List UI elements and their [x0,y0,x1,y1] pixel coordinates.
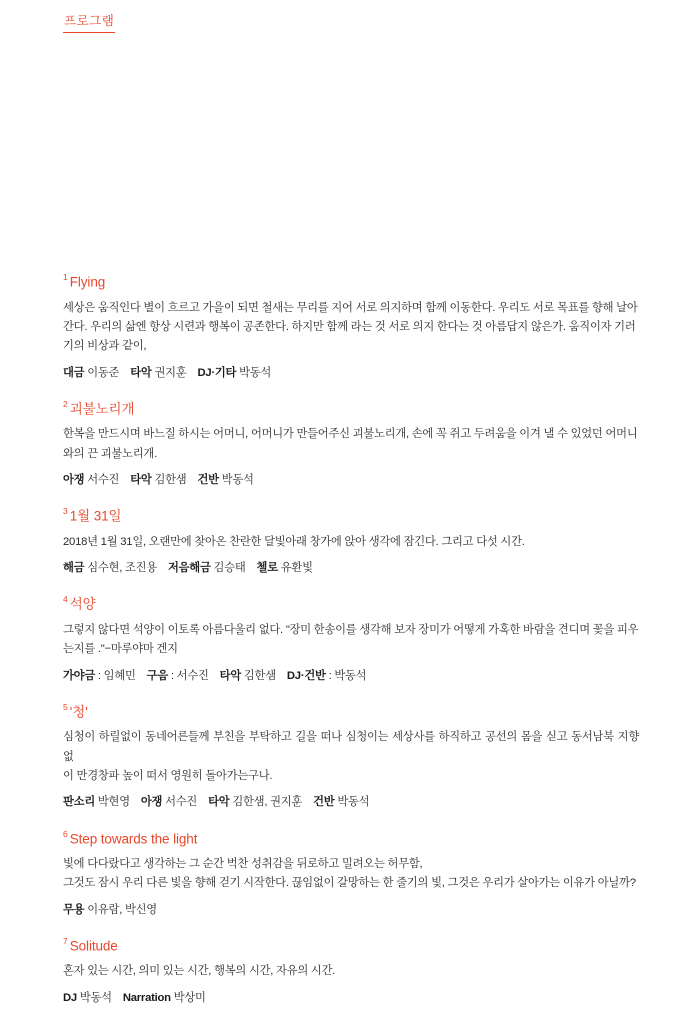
page-header [63,12,115,33]
program-track [63,936,639,1007]
program-track-list [63,272,639,1024]
credit-role: 첼로 [256,562,278,575]
track-title: Step towards the light [69,830,198,846]
credit-role: 건반 [197,474,219,487]
credit-names: 박상미 [173,991,206,1004]
credit-names: 김한샘 [154,474,187,487]
track-title: 괴불노리개 [69,401,135,417]
credit-role: 아쟁 [140,796,163,809]
track-credits [63,471,639,489]
credit-role: 판소리 [63,796,95,809]
track-description-line: 세상은 움직인다 별이 흐르고 가을이 되면 철새는 무리를 지어 서로 의지하며 함께 이동한다. 우리도 서로 목표를 향해 날아 [63,301,638,314]
track-number: 7 [63,935,68,946]
credit-names: : 임혜민 [97,669,136,682]
track-description-line: 심청이 하릴없이 동네어른들께 부친을 부탁하고 길을 떠나 심청이는 세상사를 하직하고 공선의 몸을 싣고 동서남북 지향 없 [63,731,639,763]
credit-item [63,796,130,808]
track-number: 6 [63,828,68,839]
track-description [63,425,639,464]
credit-item [130,474,186,486]
credit-item [208,796,302,808]
track-number: 1 [63,272,68,282]
track-description-line: 간다. 우리의 삶엔 항상 시련과 행복이 공존한다. 하지만 함께 라는 것 서로 의지 한다는 것 아름답지 않은가. 움직이자 기러 [63,320,636,333]
credit-item [63,367,119,379]
track-title-row [63,399,639,419]
credit-names: 박동석 [239,366,272,379]
track-description-line: 한복을 만드시며 바느질 하시는 어머니, 어머니가 만들어주신 괴불노리개, 손에 꼭 쥐고 두려움을 이겨 낼 수 있었던 어머니 [63,428,638,441]
credit-names: 서수진 [165,796,198,809]
credit-names: 이유람, 박신영 [87,903,157,916]
credit-item [63,474,119,486]
program-label: 프로그램 [63,13,115,33]
credit-role: 타악 [208,796,230,809]
credit-item [130,367,186,379]
program-track [63,594,639,684]
credit-role: DJ·건반 [286,669,326,682]
track-title: 석양 [69,596,96,612]
track-description-line: 는지를 ."−마루야마 겐지 [63,643,178,656]
credit-names: 박동석 [79,991,112,1004]
track-description-line: 그렇지 않다면 석양이 이토록 아름다울리 없다. "장미 한송이를 생각해 보자 장미가 어떻게 가혹한 바람을 견디며 꽃을 피우 [63,623,639,636]
track-description-line: 빛에 다다랐다고 생각하는 그 순간 벅찬 성취감을 뒤로하고 밀려오는 허무함, [63,858,423,871]
track-title: Solitude [69,938,118,954]
track-description-line: 그것도 잠시 우리 다른 빛을 향해 걷기 시작한다. 끊임없이 갈망하는 한 줄기의 빛, 그것은 우리가 살아가는 이유가 아닐까? [63,877,636,890]
credit-names: 박동석 [337,796,370,809]
credit-item [287,670,366,682]
track-title-row [63,594,639,614]
credit-item [63,992,112,1004]
program-track [63,506,639,577]
credit-names: : 서수진 [170,669,209,682]
program-track [63,272,639,382]
credit-item [63,904,157,916]
track-number: 2 [63,398,68,409]
credit-role: DJ·기타 [197,366,237,379]
track-description-line: 이 만경창파 높이 떠서 영원히 돌아가는구나. [63,770,273,783]
track-credits [63,559,639,577]
credit-names: 박동석 [221,474,254,487]
credit-role: 타악 [130,474,152,487]
credit-item [141,796,197,808]
credit-item [257,562,313,574]
credit-names: 유환빛 [280,562,313,575]
credit-role: DJ [63,991,77,1004]
credit-item [197,367,271,379]
credit-names: 권지훈 [154,366,187,379]
credit-role: 가야금 [63,669,95,682]
credit-item [197,474,253,486]
credit-role: 해금 [63,562,85,575]
credit-names: 김한샘 [243,669,276,682]
credit-role: 구음 [146,669,168,682]
track-credits [63,793,639,811]
program-track [63,399,639,489]
credit-item [220,670,276,682]
track-title-row [63,829,639,849]
track-credits [63,901,639,919]
credit-role: 건반 [313,796,335,809]
track-title: 1월 31일 [69,508,122,524]
credit-names: 서수진 [87,474,120,487]
credit-item [63,562,157,574]
credit-role: Narration [122,991,171,1004]
credit-names: 박현영 [97,796,130,809]
credit-role: 저음해금 [167,562,211,575]
credit-role: 무용 [63,903,85,916]
credit-names: 김한샘, 권지훈 [232,796,303,809]
track-title: '청' [69,704,88,720]
track-number: 5 [63,701,68,712]
track-description-line: 혼자 있는 시간, 의미 있는 시간, 행복의 시간, 자유의 시간. [63,965,336,978]
credit-role: 타악 [130,366,152,379]
track-number: 4 [63,594,68,605]
credit-item [147,670,209,682]
track-credits [63,667,639,685]
track-description [63,855,639,894]
track-title-row [63,702,639,722]
program-track [63,829,639,919]
track-description-line: 2018년 1월 31일, 오랜만에 찾아온 찬란한 달빛아래 창가에 앉아 생각에 잠긴다. 그리고 다섯 시간. [63,535,525,548]
credit-names: 김승태 [213,562,246,575]
credit-names: 이동준 [87,366,120,379]
track-title-row [63,936,639,956]
track-description [63,728,639,786]
track-title: Flying [69,274,106,290]
track-number: 3 [63,506,68,517]
credit-role: 타악 [219,669,241,682]
track-credits [63,364,639,382]
track-description [63,962,639,981]
credit-names: 심수현, 조진용 [87,562,157,575]
track-description-line: 와의 끈 괴불노리개. [63,447,157,460]
credit-role: 아쟁 [63,474,85,487]
credit-item [123,992,206,1004]
credit-item [63,670,136,682]
track-title-row [63,506,639,526]
credit-item [313,796,369,808]
credit-role: 대금 [63,366,85,379]
track-description-line: 기의 비상과 같이, [63,340,147,353]
track-description [63,299,639,357]
track-title-row [63,272,639,292]
track-description [63,533,639,552]
credit-item [168,562,246,574]
program-track [63,702,639,812]
track-description [63,621,639,660]
credit-names: : 박동석 [328,669,367,682]
